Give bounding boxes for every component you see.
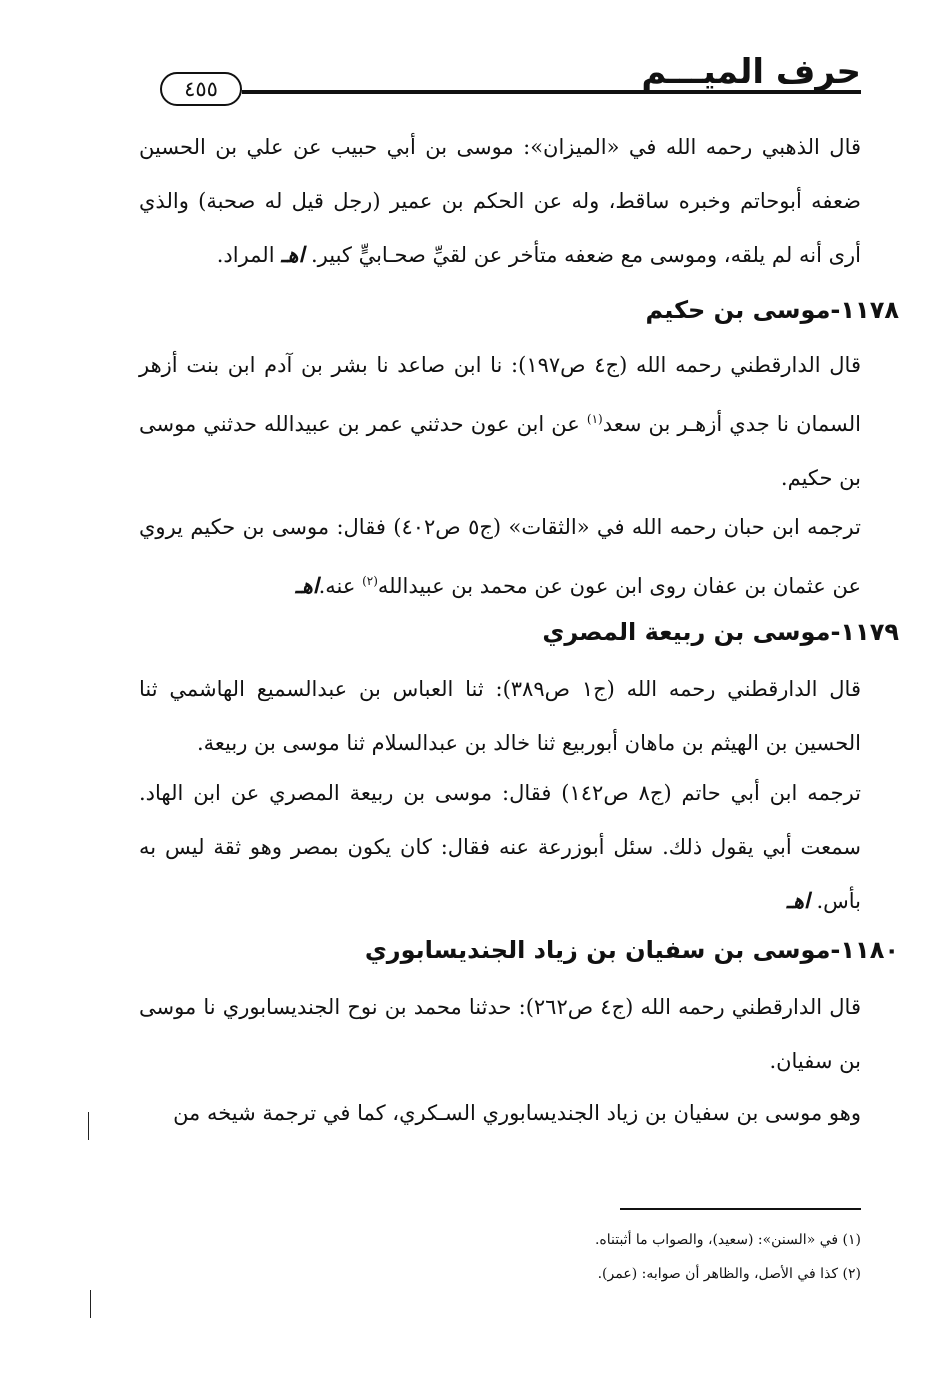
entry-1179-paragraph-2 — [139, 766, 861, 928]
paragraph-text: قال الدارقطني رحمه الله (ج٤ ص١٩٧): نا ابن صاعد نا بشر بن آدم ابن بنت أزهر السمان نا جدي أزهـر بن سعد — [139, 353, 861, 436]
entry-1180-paragraph-2 — [139, 1086, 861, 1140]
paragraph-text: قال الدارقطني رحمه الله (ج٤ ص٢٦٢): حدثنا محمد بن نوح الجنديسابوري نا موسى بن سفيان. — [139, 995, 861, 1073]
entry-1179-paragraph-1 — [139, 662, 861, 770]
header-rule — [242, 90, 861, 94]
footnote-1: (١) في «السنن»: (سعيد)، والصواب ما أثبتناه. — [594, 1232, 861, 1248]
footnote-separator — [620, 1208, 861, 1210]
footnote-ref-2: (٢) — [362, 574, 378, 588]
scan-mark — [90, 1290, 91, 1318]
intro-paragraph — [139, 120, 861, 282]
paragraph-text: وهو موسى بن سفيان بن زياد الجنديسابوري السـكري، كما في ترجمة شيخه من — [173, 1101, 861, 1125]
footnote-ref-1: (١) — [586, 412, 603, 426]
paragraph-text: ترجمه ابن حبان رحمه الله في «الثقات» (ج٥ ص٤٠٢) فقال: موسى بن حكيم يروي عن عثمان بن عفان روى ابن عون عن محمد بن عبيدالله — [139, 515, 861, 598]
paragraph-text: عن ابن عون حدثني عمر بن عبيدالله حدثني موسى بن حكيم. — [139, 412, 861, 490]
page-number: ٤٥٥ — [160, 72, 242, 106]
aha-mark: اهـ — [295, 573, 319, 598]
footnote-2: (٢) كذا في الأصل، والظاهر أن صوابه: (عمر). — [597, 1266, 861, 1282]
intro-aha-mark: اهـ — [281, 242, 305, 267]
paragraph-text: قال الدارقطني رحمه الله (ج١ ص٣٨٩): ثنا العباس بن عبدالسميع الهاشمي ثنا الحسين بن الهيثم بن ماهان أبوربيع ثنا خالد بن عبدالسلام ثنا موسى بن ربيعة. — [139, 677, 861, 755]
entry-1180-paragraph-1 — [139, 980, 861, 1088]
paragraph-text: ترجمه ابن أبي حاتم (ج٨ ص١٤٢) فقال: موسى بن ربيعة المصري عن ابن الهاد. سمعت أبي يقول ذلك. سئل أبوزرعة عنه فقال: كان يكون بمصر وهو ثقة ليس به بأس. — [139, 781, 862, 913]
intro-tail: المراد. — [216, 243, 275, 267]
entry-heading-1178: ١١٧٨-موسى بن حكيم — [645, 296, 899, 324]
entry-1178-paragraph-2 — [139, 500, 861, 613]
chapter-header-title: حرف الميـــم — [641, 52, 861, 92]
entry-heading-1179: ١١٧٩-موسى بن ربيعة المصري — [542, 618, 899, 646]
aha-mark: اهـ — [786, 888, 810, 913]
entry-heading-1180: ١١٨٠-موسى بن سفيان بن زياد الجنديسابوري — [364, 936, 899, 964]
intro-text: قال الذهبي رحمه الله في «الميزان»: موسى بن أبي حبيب عن علي بن الحسين ضعفه أبوحاتم وخبره ساقط، وله عن الحكم بن عمير (رجل قيل له صحبة) والذي أرى أنه لم يلقه، وموسى مع ضعفه متأخر عن لقيِّ صحـابيٍّ كبير. — [139, 135, 861, 267]
entry-1178-paragraph-1 — [139, 338, 861, 505]
scan-mark — [88, 1112, 89, 1140]
paragraph-text: عنه. — [318, 574, 363, 598]
